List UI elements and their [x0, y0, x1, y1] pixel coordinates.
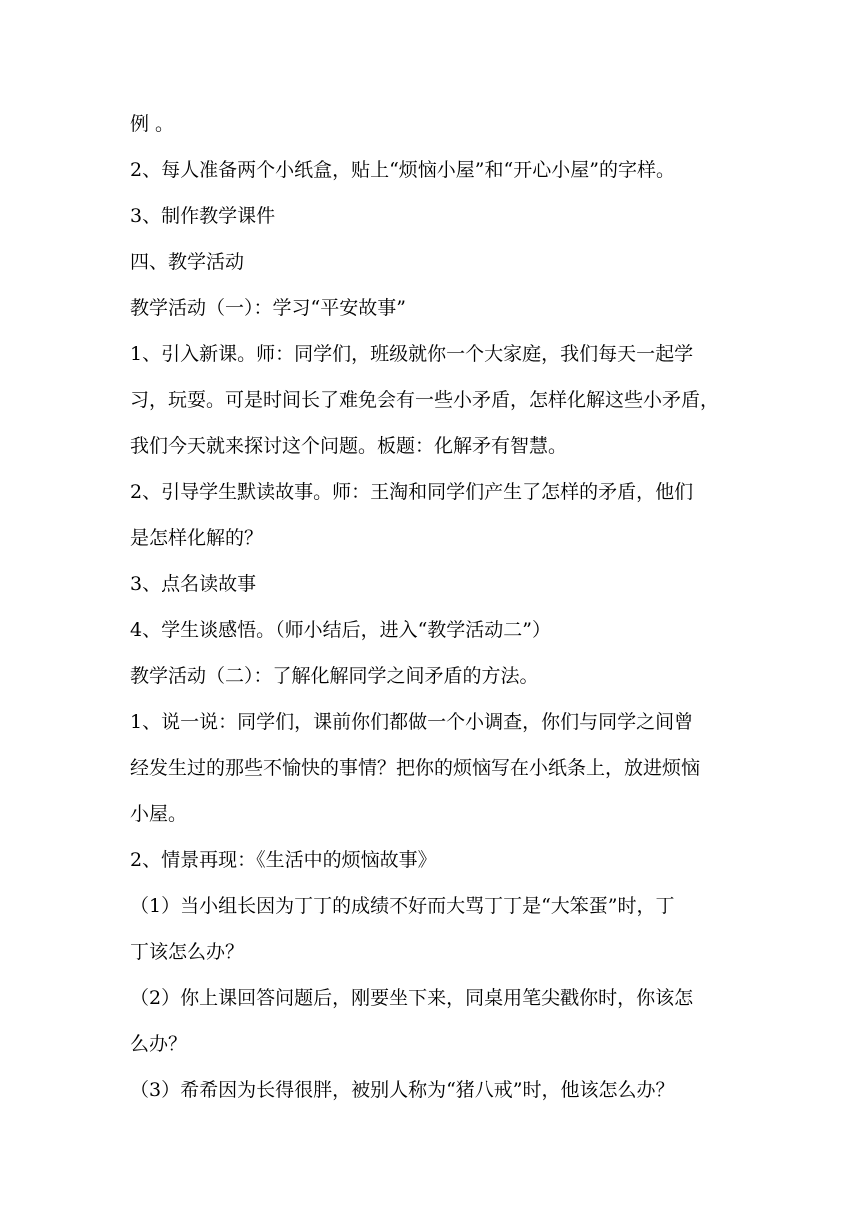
text-line: 3、制作教学课件: [130, 205, 276, 227]
text-line: 经发生过的那些不愉快的事情？把你的烦恼写在小纸条上，放进烦恼: [130, 757, 701, 779]
text-line: 2、情景再现：《生活中的烦恼故事》: [130, 849, 437, 871]
scenario-item: [130, 894, 742, 964]
paragraph: [130, 204, 742, 228]
text-line: 1、引入新课。师：同学们，班级就你一个大家庭，我们每天一起学: [130, 343, 694, 365]
text-line: （3）希希因为长得很胖，被别人称为“猪八戒”时，他该怎么办？: [130, 1079, 675, 1101]
paragraph: [130, 618, 742, 642]
text-line: 习，玩耍。可是时间长了难免会有一些小矛盾，怎样化解这些小矛盾，: [130, 389, 720, 411]
text-line: 么办？: [130, 1033, 188, 1055]
paragraph: [130, 158, 742, 182]
text-line: 是怎样化解的？: [130, 527, 264, 549]
paragraph: [130, 112, 742, 136]
section-heading: [130, 250, 742, 274]
paragraph: [130, 572, 742, 596]
text-line: 四、教学活动: [130, 251, 245, 273]
text-line: 3、点名读故事: [130, 573, 257, 595]
activity-heading: [130, 296, 742, 320]
text-line: 4、学生谈感悟。（师小结后，进入“教学活动二”）: [130, 619, 552, 641]
scenario-item: [130, 1078, 742, 1102]
text-line: （1）当小组长因为丁丁的成绩不好而大骂丁丁是“大笨蛋”时，丁: [130, 895, 675, 917]
activity-heading: [130, 664, 742, 688]
text-line: 例 。: [130, 113, 175, 135]
text-line: 小屋。: [130, 803, 188, 825]
document-body: [130, 112, 742, 1124]
text-line: 2、引导学生默读故事。师：王淘和同学们产生了怎样的矛盾，他们: [130, 481, 694, 503]
paragraph: [130, 710, 742, 826]
text-line: 丁该怎么办？: [130, 941, 245, 963]
paragraph: [130, 848, 742, 872]
text-line: （2）你上课回答问题后，刚要坐下来，同桌用笔尖戳你时，你该怎: [130, 987, 694, 1009]
text-line: 1、说一说：同学们，课前你们都做一个小调查，你们与同学之间曾: [130, 711, 694, 733]
paragraph: [130, 480, 742, 550]
text-line: 2、每人准备两个小纸盒，贴上“烦恼小屋”和“开心小屋”的字样。: [130, 159, 675, 181]
text-line: 我们今天就来探讨这个问题。板题：化解矛有智慧。: [130, 435, 568, 457]
text-line: 教学活动（一）：学习“平安故事”: [130, 297, 406, 319]
paragraph: [130, 342, 742, 458]
scenario-item: [130, 986, 742, 1056]
text-line: 教学活动（二）：了解化解同学之间矛盾的方法。: [130, 665, 539, 687]
